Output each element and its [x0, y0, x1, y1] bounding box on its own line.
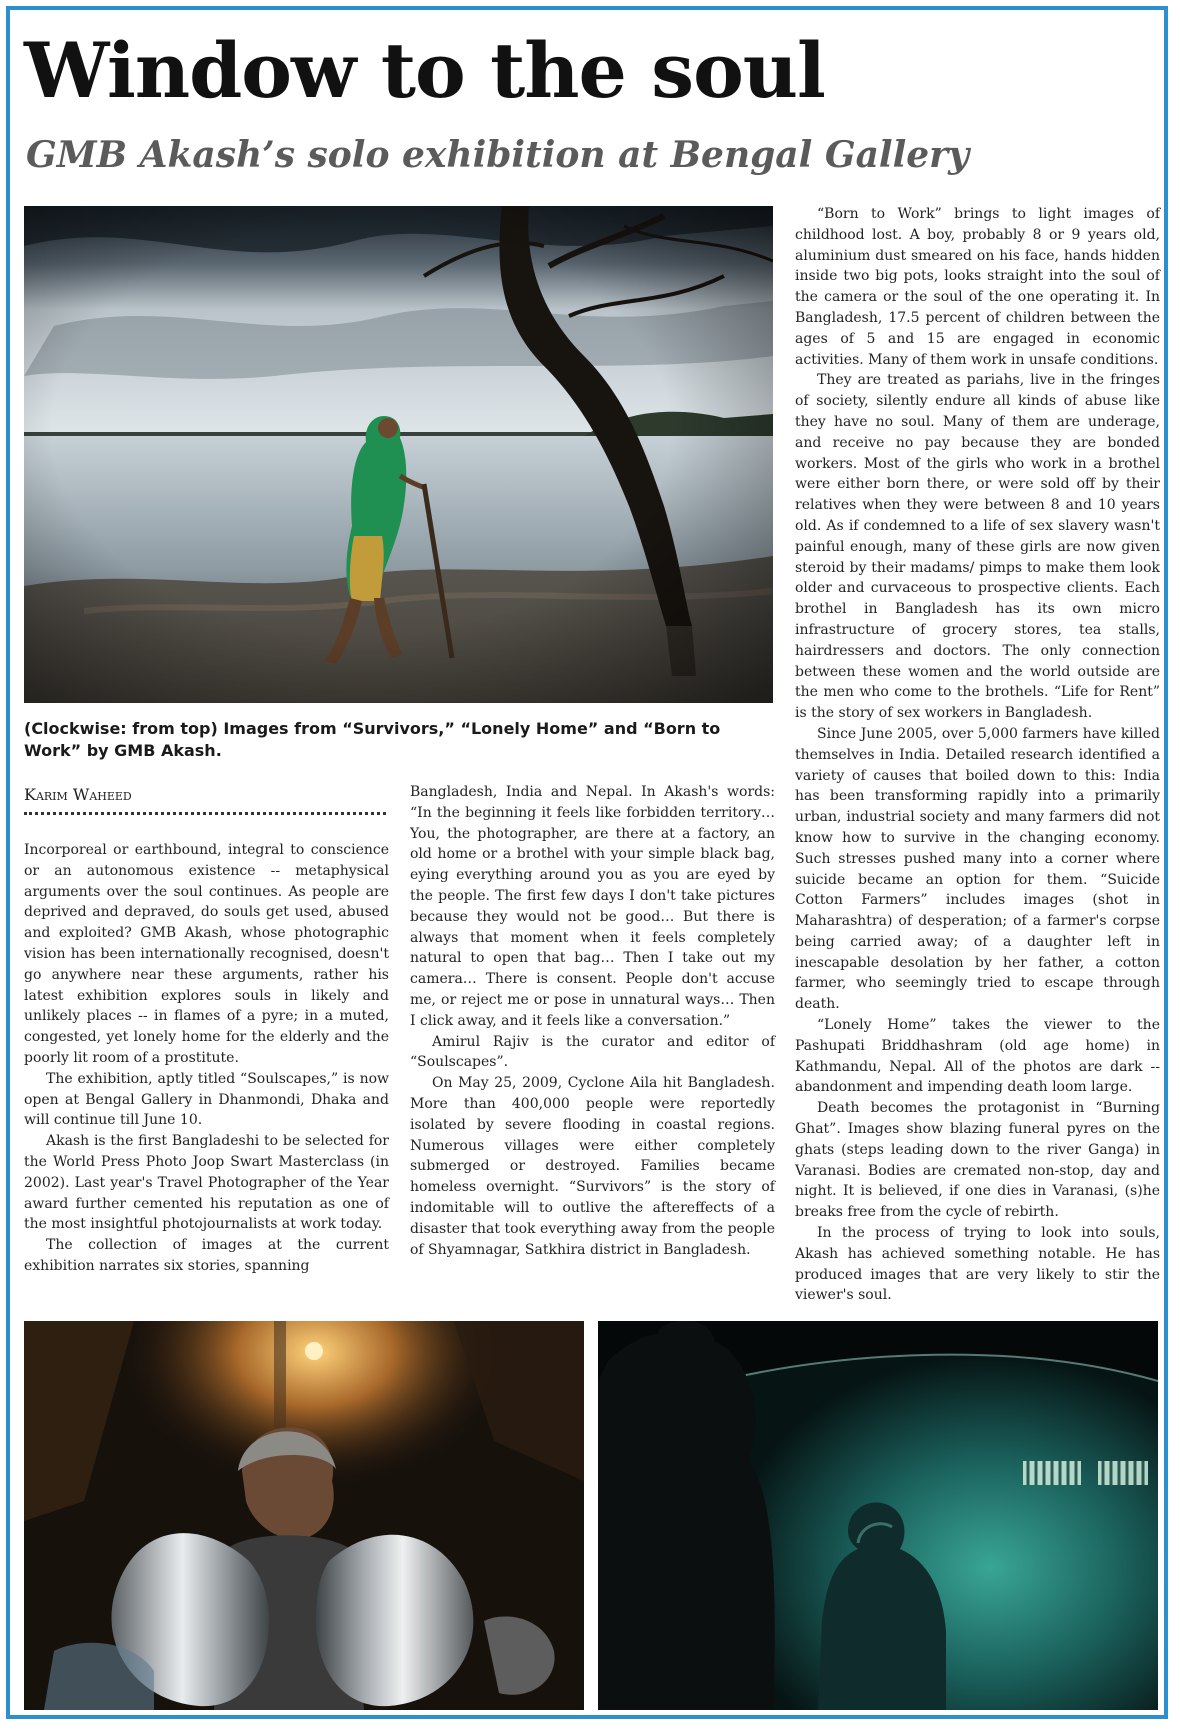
paragraph: The exhibition, aptly titled “Soulscapes,” is now open at Bengal Gallery in Dhanmondi, Dhaka and will continue till June 10.	[24, 1070, 389, 1129]
paragraph: “Born to Work” brings to light images of childhood lost. A boy, probably 8 or 9 years old, aluminium dust smeared on his face, hands hidden inside two big pots, looks straight into the soul of the camera or the soul of the one operating it. In Bangladesh, 17.5 percent of children between the ages of 5 and 15 are engaged in economic activities. Many of them work in unsafe conditions.	[795, 206, 1160, 368]
born-to-work-photo	[24, 1321, 584, 1710]
byline-divider	[24, 812, 386, 815]
paragraph: Incorporeal or earthbound, integral to conscience or an autonomous existence -- metaphysical arguments over the soul continues. As people are deprived and depraved, do souls get used, abused and exploited? GMB Akash, whose photographic vision has been internationally recognised, doesn't go anywhere near these arguments, rather his latest exhibition explores souls in likely and unlikely places -- in flames of a pyre; in a muted, congested, yet lonely home for the elderly and the poorly lit room of a prostitute.	[24, 842, 389, 1066]
paragraph: In the process of trying to look into souls, Akash has achieved something notable. He has produced images that are very likely to stir the viewer's soul.	[795, 1225, 1160, 1304]
column-3	[795, 204, 1160, 1306]
column-2	[410, 782, 775, 1260]
column-1	[24, 840, 389, 1277]
byline: Karim Waheed	[24, 785, 132, 804]
paragraph: They are treated as pariahs, live in the fringes of society, silently endure all kinds of abuse like they have no soul. Many of them are underage, and receive no pay because they are bonded workers. Most of the girls who work in a brothel were either born there, or were sold off by their relatives when they were between 8 and 10 years old. As if condemned to a life of sex slavery wasn't painful enough, many of these girls are now given steroid by their madams/ pimps to make them look older and curvaceous to prospective clients. Each brothel in Bangladesh has its own micro infrastructure of grocery stores, tea stalls, hairdressers and doctors. The only connection between these women and the world outside are the men who come to the brothels. “Life for Rent” is the story of sex workers in Bangladesh.	[795, 372, 1160, 722]
paragraph: “Lonely Home” takes the viewer to the Pashupati Briddhashram (old age home) in Kathmandu, Nepal. All of the photos are dark -- abandonment and impending death loom large.	[795, 1017, 1160, 1096]
photo-caption: (Clockwise: from top) Images from “Survivors,” “Lonely Home” and “Born to Work” by GMB Akash.	[24, 719, 721, 760]
paragraph: Death becomes the protagonist in “Burning Ghat”. Images show blazing funeral pyres on the ghats (steps leading down to the river Ganga) in Varanasi. Bodies are cremated non-stop, day and night. It is believed, if one dies in Varanasi, (s)he breaks free from the cycle of rebirth.	[795, 1100, 1160, 1221]
headline: Window to the soul	[24, 26, 825, 115]
subheadline: GMB Akash’s solo exhibition at Bengal Gallery	[26, 134, 970, 176]
lonely-home-photo	[598, 1321, 1158, 1710]
paragraph: Amirul Rajiv is the curator and editor of “Soulscapes”.	[410, 1033, 775, 1071]
paragraph: Bangladesh, India and Nepal. In Akash's words: “In the beginning it feels like forbidden territory… You, the photographer, are there at a factory, an old home or a brothel with your simple black bag, eying everything around you as you are eyed by the people. The first few days I don't take pictures because they would not be good… But there is always that moment when it feels completely natural to open that bag… Then I take out my camera… There is consent. People don't accuse me, or reject me or pose in unnatural ways… Then I click away, and it feels like a conversation.”	[410, 784, 775, 1029]
paragraph: Akash is the first Bangladeshi to be selected for the World Press Photo Joop Swart Masterclass (in 2002). Last year's Travel Photographer of the Year award further cemented his reputation as one of the most insightful photojournalists at work today.	[24, 1133, 389, 1233]
paragraph: Since June 2005, over 5,000 farmers have killed themselves in India. Detailed research identified a variety of causes that boiled down to this: India has been transforming rapidly into a primarily urban, industrial society and many farmers did not know how to survive in the changing economy. Such stresses pushed many into a corner where suicide became an option for them. “Suicide Cotton Farmers” includes images (shot in Maharashtra) of desperation; of a farmer's corpse being carried away; of a daughter left in inescapable desolation by her father, a cotton farmer, who seemingly tried to escape through death.	[795, 725, 1160, 1013]
paragraph: On May 25, 2009, Cyclone Aila hit Bangladesh. More than 400,000 people were reportedly isolated by severe flooding in coastal regions. Numerous villages were either completely submerged or destroyed. Families became homeless overnight. “Survivors” is the story of indomitable will to outlive the aftereffects of a disaster that took everything away from the people of Shyamnagar, Satkhira district in Bangladesh.	[410, 1075, 775, 1258]
paragraph: The collection of images at the current exhibition narrates six stories, spanning	[24, 1237, 389, 1274]
survivors-photo	[24, 206, 773, 703]
